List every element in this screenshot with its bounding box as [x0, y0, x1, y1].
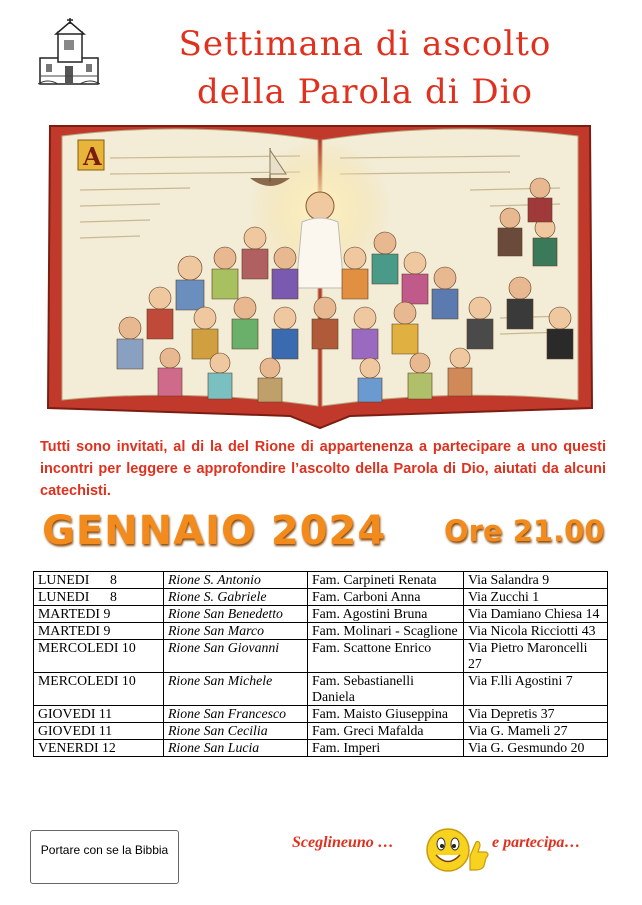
month-heading: GENNAIO 2024: [42, 508, 387, 554]
schedule-row: [34, 673, 608, 706]
slogan-right: e partecipa…: [492, 834, 581, 851]
schedule-row: [34, 606, 608, 623]
address-cell: Via Pietro Maroncelli 27: [464, 640, 608, 673]
bring-bible-note: [30, 830, 179, 884]
day-cell: GIOVEDI 11: [34, 706, 164, 723]
day-cell: LUNEDI 8: [34, 572, 164, 589]
day-cell: MERCOLEDI 10: [34, 673, 164, 706]
day-cell: MERCOLEDI 10: [34, 640, 164, 673]
rione-cell: Rione San Benedetto: [164, 606, 308, 623]
schedule-row: [34, 572, 608, 589]
rione-cell: Rione San Giovanni: [164, 640, 308, 673]
family-cell: Fam. Imperi: [308, 740, 464, 757]
family-cell: Fam. Scattone Enrico: [308, 640, 464, 673]
title-line2: della Parola di Dio: [196, 72, 534, 112]
family-cell: Fam. Greci Mafalda: [308, 723, 464, 740]
rione-cell: Rione San Michele: [164, 673, 308, 706]
schedule-row: [34, 723, 608, 740]
address-cell: Via F.lli Agostini 7: [464, 673, 608, 706]
day-cell: GIOVEDI 11: [34, 723, 164, 740]
book-illustration: [40, 118, 600, 430]
intro-text: Tutti sono invitati, al di la del Rione di appartenenza a partecipare a uno questi incontri per leggere e approfondire l’ascolto della Parola di Dio, aiutati da alcuni catechisti.: [40, 439, 606, 499]
day-cell: LUNEDI 8: [34, 589, 164, 606]
family-cell: Fam. Maisto Giuseppina: [308, 706, 464, 723]
slogan-left: Sceglineuno …: [292, 834, 394, 851]
schedule-row: [34, 706, 608, 723]
address-cell: Via G. Mameli 27: [464, 723, 608, 740]
rione-cell: Rione San Francesco: [164, 706, 308, 723]
svg-text:A: A: [83, 142, 102, 171]
rione-cell: Rione San Lucia: [164, 740, 308, 757]
address-cell: Via Nicola Ricciotti 43: [464, 623, 608, 640]
address-cell: Via G. Gesmundo 20: [464, 740, 608, 757]
hour-heading: Ore 21.00: [444, 514, 605, 548]
schedule-table: [33, 571, 608, 757]
rione-cell: Rione S. Gabriele: [164, 589, 308, 606]
family-cell: Fam. Carboni Anna: [308, 589, 464, 606]
church-icon: [38, 18, 100, 86]
address-cell: Via Damiano Chiesa 14: [464, 606, 608, 623]
schedule-row: [34, 740, 608, 757]
rione-cell: Rione San Marco: [164, 623, 308, 640]
title-line1: Settimana di ascolto: [178, 24, 552, 64]
day-cell: MARTEDI 9: [34, 623, 164, 640]
schedule-row: [34, 589, 608, 606]
family-cell: Fam. Molinari - Scaglione: [308, 623, 464, 640]
schedule-row: [34, 640, 608, 673]
day-cell: MARTEDI 9: [34, 606, 164, 623]
address-cell: Via Depretis 37: [464, 706, 608, 723]
family-cell: Fam. Sebastianelli Daniela: [308, 673, 464, 706]
rione-cell: Rione S. Antonio: [164, 572, 308, 589]
smiley-thumbs-up-icon: [424, 826, 490, 874]
note-text: Portare con se la Bibbia: [40, 843, 169, 857]
family-cell: Fam. Carpineti Renata: [308, 572, 464, 589]
schedule-row: [34, 623, 608, 640]
address-cell: Via Salandra 9: [464, 572, 608, 589]
rione-cell: Rione San Cecilia: [164, 723, 308, 740]
family-cell: Fam. Agostini Bruna: [308, 606, 464, 623]
address-cell: Via Zucchi 1: [464, 589, 608, 606]
day-cell: VENERDI 12: [34, 740, 164, 757]
